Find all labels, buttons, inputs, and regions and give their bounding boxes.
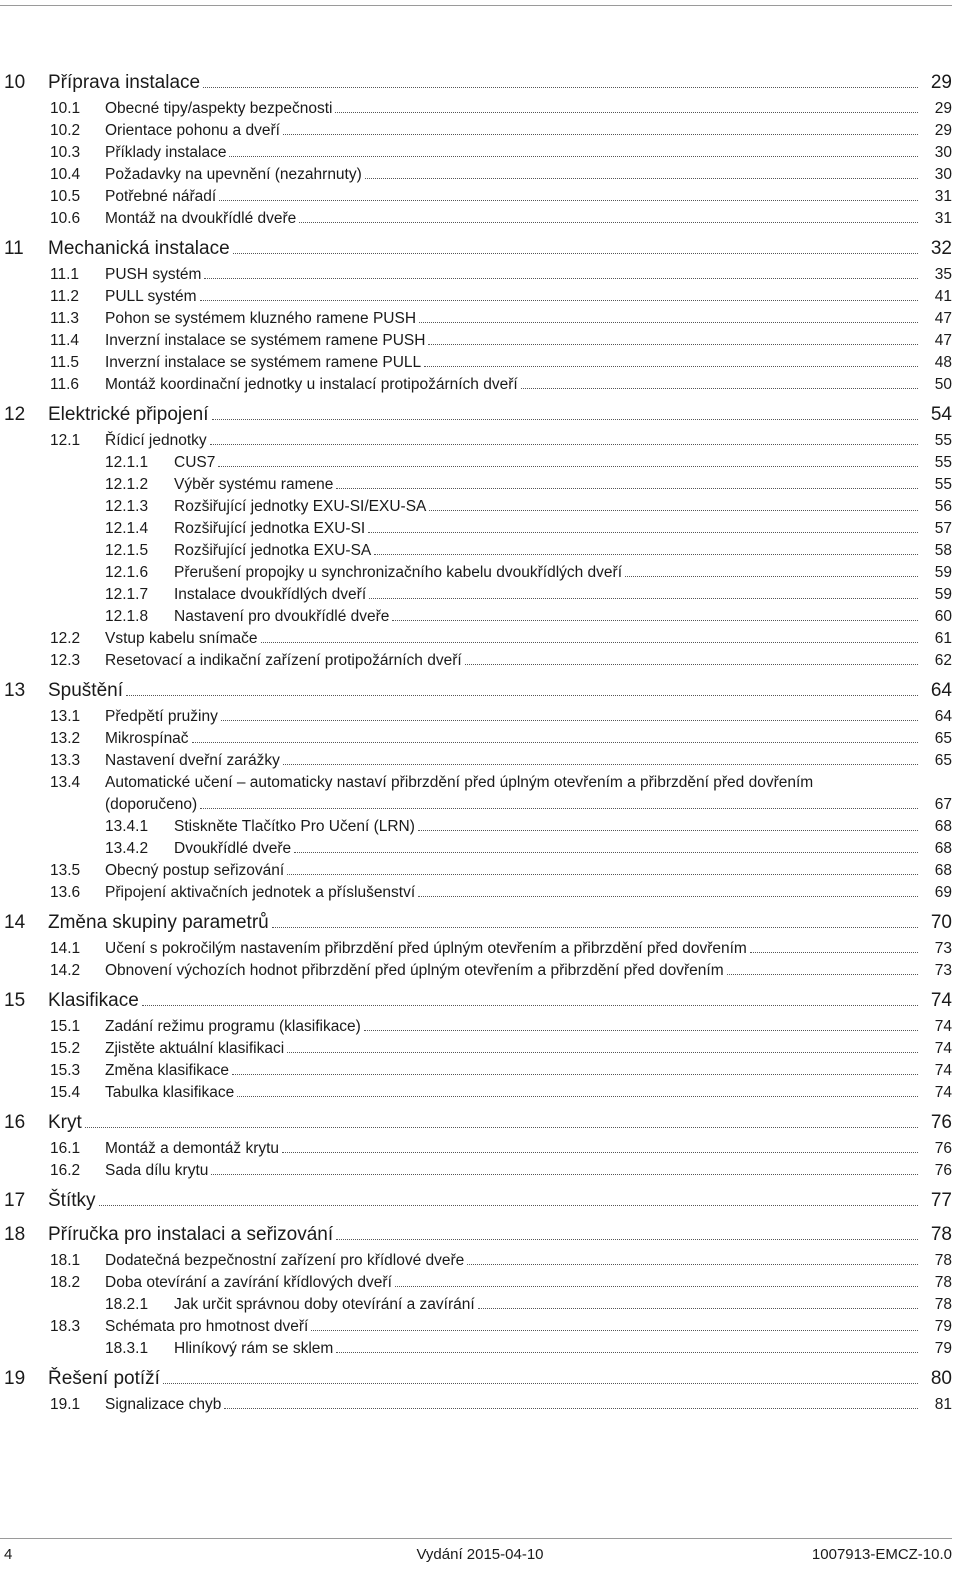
toc-entry-page: 64 [930, 680, 952, 701]
toc-entry-title: Zadání režimu programu (klasifikace) [105, 1018, 361, 1035]
toc-entry[interactable] [0, 676, 960, 706]
toc-entry-page: 35 [934, 266, 952, 283]
toc-entry[interactable] [0, 1364, 960, 1394]
dot-leader [625, 576, 918, 577]
toc-entry-page: 29 [934, 122, 952, 139]
toc-entry-page: 58 [934, 542, 952, 559]
toc-entry-number: 18.2.1 [105, 1296, 149, 1313]
toc-entry[interactable] [0, 838, 960, 860]
toc-entry-number: 18.1 [50, 1252, 81, 1269]
toc-entry-title: Nastavení dveřní zarážky [105, 752, 280, 769]
toc-entry-page: 31 [934, 210, 952, 227]
toc-entry-title: Obnovení výchozích hodnot přibrzdění před úplným otevřením a přibrzdění před dovřením [105, 962, 724, 979]
toc-entry-page: 74 [934, 1062, 952, 1079]
toc-entry-number: 12.1.5 [105, 542, 149, 559]
dot-leader [142, 1005, 918, 1006]
header-rule [0, 5, 952, 6]
dot-leader [99, 1205, 918, 1206]
toc-entry-title: Kryt [48, 1112, 82, 1133]
toc-entry-page: 62 [934, 652, 952, 669]
dot-leader [364, 1030, 918, 1031]
toc-entry-number: 10.3 [50, 144, 81, 161]
toc-entry-title: Hliníkový rám se sklem [174, 1340, 334, 1357]
table-of-contents [0, 68, 960, 1416]
toc-entry[interactable] [0, 1082, 960, 1104]
toc-entry-page: 29 [934, 100, 952, 117]
dot-leader [311, 1330, 918, 1331]
toc-entry-number: 10.1 [50, 100, 81, 117]
dot-leader [272, 927, 918, 928]
toc-entry-number: 12.1.1 [105, 454, 149, 471]
toc-entry-number: 12.1.4 [105, 520, 149, 537]
dot-leader [224, 1408, 918, 1409]
toc-entry[interactable] [0, 98, 960, 120]
toc-entry[interactable] [0, 986, 960, 1016]
dot-leader [429, 510, 918, 511]
toc-entry-page: 55 [934, 476, 952, 493]
toc-entry-title: Přerušení propojky u synchronizačního kabelu dvoukřídlých dveří [174, 564, 623, 581]
dot-leader [424, 366, 918, 367]
dot-leader [418, 896, 918, 897]
toc-entry-page: 32 [930, 238, 952, 259]
dot-leader [282, 1152, 918, 1153]
toc-entry-title: Klasifikace [48, 990, 139, 1011]
toc-entry[interactable] [0, 1138, 960, 1160]
toc-entry-page: 30 [934, 166, 952, 183]
dot-leader [221, 720, 918, 721]
toc-entry-number: 14.2 [50, 962, 81, 979]
toc-entry-number: 18 [4, 1224, 26, 1245]
footer-document-code: 1007913-EMCZ-10.0 [811, 1546, 952, 1563]
toc-entry-number: 11.5 [50, 354, 80, 371]
toc-entry-title: Výběr systému ramene [174, 476, 334, 493]
toc-entry-number: 12.1.6 [105, 564, 149, 581]
toc-entry[interactable] [0, 1220, 960, 1250]
toc-entry-number: 13.2 [50, 730, 81, 747]
footer-rule [0, 1538, 952, 1539]
toc-entry-page: 48 [934, 354, 952, 371]
toc-entry-title: Příklady instalace [105, 144, 227, 161]
toc-entry[interactable] [0, 352, 960, 374]
dot-leader [211, 1174, 918, 1175]
toc-entry-number: 10.6 [50, 210, 81, 227]
toc-entry[interactable] [0, 496, 960, 518]
toc-entry-title: Stiskněte Tlačítko Pro Učení (LRN) [174, 818, 415, 835]
toc-entry-page: 57 [934, 520, 952, 537]
toc-entry-title: Štítky [48, 1190, 96, 1211]
toc-entry-number: 13.1 [50, 708, 81, 725]
toc-entry[interactable] [0, 628, 960, 650]
dot-leader [465, 664, 918, 665]
toc-entry-title: Montáž koordinační jednotky u instalací protipožárních dveří [105, 376, 518, 393]
dot-leader [336, 1239, 918, 1240]
toc-entry-page: 64 [934, 708, 952, 725]
dot-leader [336, 1352, 918, 1353]
dot-leader [212, 419, 918, 420]
toc-entry-number: 12 [4, 404, 26, 425]
toc-entry[interactable] [0, 1186, 960, 1216]
dot-leader [336, 488, 918, 489]
toc-entry[interactable] [0, 430, 960, 452]
dot-leader [750, 952, 918, 953]
toc-entry-number: 15 [4, 990, 26, 1011]
toc-entry[interactable] [0, 1160, 960, 1182]
dot-leader [261, 642, 918, 643]
toc-entry-title: Obecný postup seřizování [105, 862, 285, 879]
toc-entry-number: 14 [4, 912, 26, 933]
toc-entry-page: 41 [934, 288, 952, 305]
toc-entry-number: 11.2 [50, 288, 80, 305]
toc-entry-page: 65 [934, 730, 952, 747]
toc-entry[interactable] [0, 562, 960, 584]
dot-leader [287, 1052, 918, 1053]
toc-entry-page: 47 [934, 332, 952, 349]
toc-entry-page: 31 [934, 188, 952, 205]
toc-entry-number: 18.3 [50, 1318, 81, 1335]
toc-entry-page: 74 [934, 1084, 952, 1101]
dot-leader [203, 87, 918, 88]
toc-entry-page: 78 [934, 1252, 952, 1269]
toc-entry-number: 13.5 [50, 862, 81, 879]
dot-leader [204, 278, 918, 279]
dot-leader [335, 112, 918, 113]
toc-entry-title: Požadavky na upevnění (nezahrnuty) [105, 166, 362, 183]
toc-entry[interactable] [0, 330, 960, 352]
dot-leader [200, 300, 918, 301]
toc-entry-number: 13.4.1 [105, 818, 149, 835]
toc-entry-title: Resetovací a indikační zařízení protipožárních dveří [105, 652, 462, 669]
toc-entry[interactable] [0, 540, 960, 562]
toc-entry-number: 12.3 [50, 652, 81, 669]
toc-entry-title: Mechanická instalace [48, 238, 230, 259]
toc-entry-page: 70 [930, 912, 952, 933]
toc-entry-title: Dodatečná bezpečnostní zařízení pro křídlové dveře [105, 1252, 465, 1269]
toc-entry-page: 76 [930, 1112, 952, 1133]
dot-leader [233, 253, 918, 254]
toc-entry[interactable] [0, 1272, 960, 1294]
toc-entry-title: Pohon se systémem kluzného ramene PUSH [105, 310, 417, 327]
toc-entry-number: 12.1.7 [105, 586, 149, 603]
toc-entry-page: 73 [934, 940, 952, 957]
toc-entry[interactable] [0, 728, 960, 750]
dot-leader [428, 344, 918, 345]
toc-entry[interactable] [0, 186, 960, 208]
toc-entry-number: 16 [4, 1112, 26, 1133]
toc-entry[interactable] [0, 518, 960, 540]
toc-entry-page: 79 [934, 1318, 952, 1335]
toc-entry-page: 59 [934, 564, 952, 581]
toc-entry-number: 13.4.2 [105, 840, 149, 857]
footer-edition-date: Vydání 2015-04-10 [416, 1546, 544, 1563]
dot-leader [467, 1264, 918, 1265]
dot-leader [219, 200, 918, 201]
toc-entry-number: 11.1 [50, 266, 80, 283]
toc-entry[interactable] [0, 750, 960, 772]
toc-entry-title: Orientace pohonu a dveří [105, 122, 280, 139]
toc-entry-number: 12.1.8 [105, 608, 149, 625]
toc-entry-page: 61 [934, 630, 952, 647]
toc-entry[interactable] [0, 650, 960, 672]
toc-entry-title: Mikrospínač [105, 730, 189, 747]
toc-entry-page: 60 [934, 608, 952, 625]
toc-entry-title: CUS7 [174, 454, 216, 471]
toc-entry-page: 80 [930, 1368, 952, 1389]
toc-entry[interactable] [0, 584, 960, 606]
toc-entry-page: 78 [934, 1296, 952, 1313]
toc-entry[interactable] [0, 1108, 960, 1138]
toc-entry[interactable] [0, 1060, 960, 1082]
toc-entry-number: 16.1 [50, 1140, 81, 1157]
toc-entry[interactable] [0, 286, 960, 308]
toc-entry-number: 13 [4, 680, 26, 701]
toc-entry-title: Předpětí pružiny [105, 708, 218, 725]
toc-entry[interactable] [0, 606, 960, 628]
toc-entry[interactable] [0, 882, 960, 904]
toc-entry-title: Připojení aktivačních jednotek a příslušenství [105, 884, 416, 901]
dot-leader [218, 466, 918, 467]
dot-leader [299, 222, 918, 223]
toc-entry-number: 10 [4, 72, 26, 93]
toc-entry-title: Vstup kabelu snímače [105, 630, 258, 647]
toc-entry[interactable] [0, 1016, 960, 1038]
toc-entry-number: 13.3 [50, 752, 81, 769]
toc-entry-title: Učení s pokročilým nastavením přibrzdění před úplným otevřením a přibrzdění před dovřením [105, 940, 747, 957]
toc-entry-title: Schémata pro hmotnost dveří [105, 1318, 309, 1335]
toc-entry-number: 12.1.2 [105, 476, 149, 493]
dot-leader [478, 1308, 918, 1309]
toc-entry-title: Tabulka klasifikace [105, 1084, 235, 1101]
toc-entry-number: 12.2 [50, 630, 81, 647]
dot-leader [283, 134, 918, 135]
footer-page-number: 4 [4, 1546, 13, 1563]
dot-leader [392, 620, 918, 621]
toc-entry-number: 16.2 [50, 1162, 81, 1179]
toc-entry-number: 15.4 [50, 1084, 81, 1101]
toc-entry-number: 11.3 [50, 310, 80, 327]
toc-entry[interactable] [0, 374, 960, 396]
toc-entry[interactable] [0, 400, 960, 430]
toc-entry-page: 67 [934, 796, 952, 813]
toc-entry-title: Změna skupiny parametrů [48, 912, 269, 933]
dot-leader [200, 808, 918, 809]
toc-entry-page: 47 [934, 310, 952, 327]
toc-entry[interactable] [0, 264, 960, 286]
dot-leader [727, 974, 918, 975]
toc-entry-number: 17 [4, 1190, 26, 1211]
toc-entry-number: 15.3 [50, 1062, 81, 1079]
toc-entry-title: Sada dílu krytu [105, 1162, 209, 1179]
toc-entry[interactable] [0, 706, 960, 728]
toc-entry[interactable] [0, 1038, 960, 1060]
toc-entry-title: PUSH systém [105, 266, 202, 283]
toc-entry-page: 55 [934, 454, 952, 471]
toc-entry-page: 55 [934, 432, 952, 449]
toc-entry[interactable] [0, 452, 960, 474]
dot-leader [287, 874, 918, 875]
toc-entry-title: Doba otevírání a zavírání křídlových dveří [105, 1274, 392, 1291]
toc-entry-page: 69 [934, 884, 952, 901]
toc-entry-title: Inverzní instalace se systémem ramene PUSH [105, 332, 426, 349]
toc-entry-number: 14.1 [50, 940, 81, 957]
dot-leader [229, 156, 918, 157]
toc-entry-title: Jak určit správnou doby otevírání a zavírání [174, 1296, 475, 1313]
toc-entry-page: 54 [930, 404, 952, 425]
toc-entry[interactable] [0, 938, 960, 960]
toc-entry-number: 12.1.3 [105, 498, 149, 515]
toc-entry-number: 11.6 [50, 376, 80, 393]
toc-entry-number: 18.3.1 [105, 1340, 149, 1357]
dot-leader [365, 178, 918, 179]
toc-entry[interactable] [0, 208, 960, 230]
toc-entry[interactable] [0, 860, 960, 882]
toc-entry[interactable] [0, 120, 960, 142]
toc-entry-page: 59 [934, 586, 952, 603]
toc-entry-title: Rozšiřující jednotky EXU-SI/EXU-SA [174, 498, 427, 515]
toc-entry-page: 79 [934, 1340, 952, 1357]
toc-entry-page: 68 [934, 818, 952, 835]
toc-entry-page: 76 [934, 1162, 952, 1179]
dot-leader [418, 830, 918, 831]
toc-entry-title: Automatické učení – automaticky nastaví přibrzdění před úplným otevřením a přibrzdění před dovřením [105, 774, 814, 791]
toc-entry-title: Nastavení pro dvoukřídlé dveře [174, 608, 390, 625]
toc-entry-page: 78 [930, 1224, 952, 1245]
toc-entry-page: 81 [934, 1396, 952, 1413]
toc-entry-title: PULL systém [105, 288, 197, 305]
dot-leader [294, 852, 918, 853]
toc-entry-number: 13.4 [50, 774, 81, 791]
toc-entry-title: Obecné tipy/aspekty bezpečnosti [105, 100, 333, 117]
toc-entry-title: Montáž na dvoukřídlé dveře [105, 210, 297, 227]
toc-entry[interactable] [0, 142, 960, 164]
toc-entry-title-continuation: (doporučeno) [105, 796, 198, 813]
toc-entry-number: 10.2 [50, 122, 81, 139]
dot-leader [210, 444, 918, 445]
toc-entry-title: Inverzní instalace se systémem ramene PULL [105, 354, 422, 371]
toc-entry-number: 19 [4, 1368, 26, 1389]
toc-entry-title: Zjistěte aktuální klasifikaci [105, 1040, 285, 1057]
dot-leader [232, 1074, 918, 1075]
toc-entry-page: 30 [934, 144, 952, 161]
toc-entry-page: 78 [934, 1274, 952, 1291]
toc-entry-title: Montáž a demontáž krytu [105, 1140, 280, 1157]
toc-entry-title: Řešení potíží [48, 1368, 160, 1389]
dot-leader [283, 764, 918, 765]
toc-entry[interactable] [0, 816, 960, 838]
toc-entry-number: 19.1 [50, 1396, 81, 1413]
toc-entry-page: 68 [934, 840, 952, 857]
toc-entry[interactable] [0, 308, 960, 330]
toc-entry-number: 18.2 [50, 1274, 81, 1291]
dot-leader [419, 322, 918, 323]
toc-entry-page: 74 [930, 990, 952, 1011]
toc-entry-number: 13.6 [50, 884, 81, 901]
toc-entry[interactable] [0, 960, 960, 982]
toc-entry[interactable] [0, 474, 960, 496]
toc-entry[interactable] [0, 164, 960, 186]
dot-leader [368, 532, 918, 533]
dot-leader [85, 1127, 918, 1128]
toc-entry-title: Instalace dvoukřídlých dveří [174, 586, 367, 603]
toc-entry[interactable] [0, 772, 960, 816]
toc-entry[interactable] [0, 1294, 960, 1316]
dot-leader [369, 598, 918, 599]
toc-entry-page: 74 [934, 1040, 952, 1057]
toc-entry-title: Potřebné nářadí [105, 188, 217, 205]
toc-entry-title: Elektrické připojení [48, 404, 209, 425]
toc-entry[interactable] [0, 908, 960, 938]
toc-entry-page: 77 [930, 1190, 952, 1211]
dot-leader [374, 554, 918, 555]
toc-entry-number: 11 [4, 238, 24, 259]
toc-entry-title: Signalizace chyb [105, 1396, 222, 1413]
toc-entry-page: 50 [934, 376, 952, 393]
toc-entry[interactable] [0, 1338, 960, 1360]
dot-leader [395, 1286, 918, 1287]
toc-entry-title: Změna klasifikace [105, 1062, 230, 1079]
toc-entry-number: 15.1 [50, 1018, 81, 1035]
toc-entry-title: Spuštění [48, 680, 123, 701]
toc-entry[interactable] [0, 234, 960, 264]
toc-entry-page: 76 [934, 1140, 952, 1157]
dot-leader [163, 1383, 918, 1384]
toc-entry-title: Řídicí jednotky [105, 432, 207, 449]
toc-entry-number: 11.4 [50, 332, 80, 349]
toc-entry-title: Rozšiřující jednotka EXU-SA [174, 542, 372, 559]
dot-leader [126, 695, 918, 696]
toc-entry-number: 10.5 [50, 188, 81, 205]
toc-entry-title: Příprava instalace [48, 72, 201, 93]
dot-leader [237, 1096, 918, 1097]
toc-entry-number: 10.4 [50, 166, 81, 183]
toc-entry-title: Příručka pro instalaci a seřizování [48, 1224, 334, 1245]
toc-entry-page: 74 [934, 1018, 952, 1035]
toc-entry[interactable] [0, 1394, 960, 1416]
dot-leader [192, 742, 918, 743]
toc-entry-page: 29 [930, 72, 952, 93]
toc-entry[interactable] [0, 1316, 960, 1338]
toc-entry-number: 12.1 [50, 432, 81, 449]
toc-entry-title: Dvoukřídlé dveře [174, 840, 292, 857]
toc-entry-page: 56 [934, 498, 952, 515]
dot-leader [521, 388, 918, 389]
toc-entry-page: 65 [934, 752, 952, 769]
toc-entry[interactable] [0, 68, 960, 98]
toc-entry-number: 15.2 [50, 1040, 81, 1057]
toc-entry[interactable] [0, 1250, 960, 1272]
toc-entry-title: Rozšiřující jednotka EXU-SI [174, 520, 366, 537]
toc-entry-page: 73 [934, 962, 952, 979]
toc-entry-page: 68 [934, 862, 952, 879]
